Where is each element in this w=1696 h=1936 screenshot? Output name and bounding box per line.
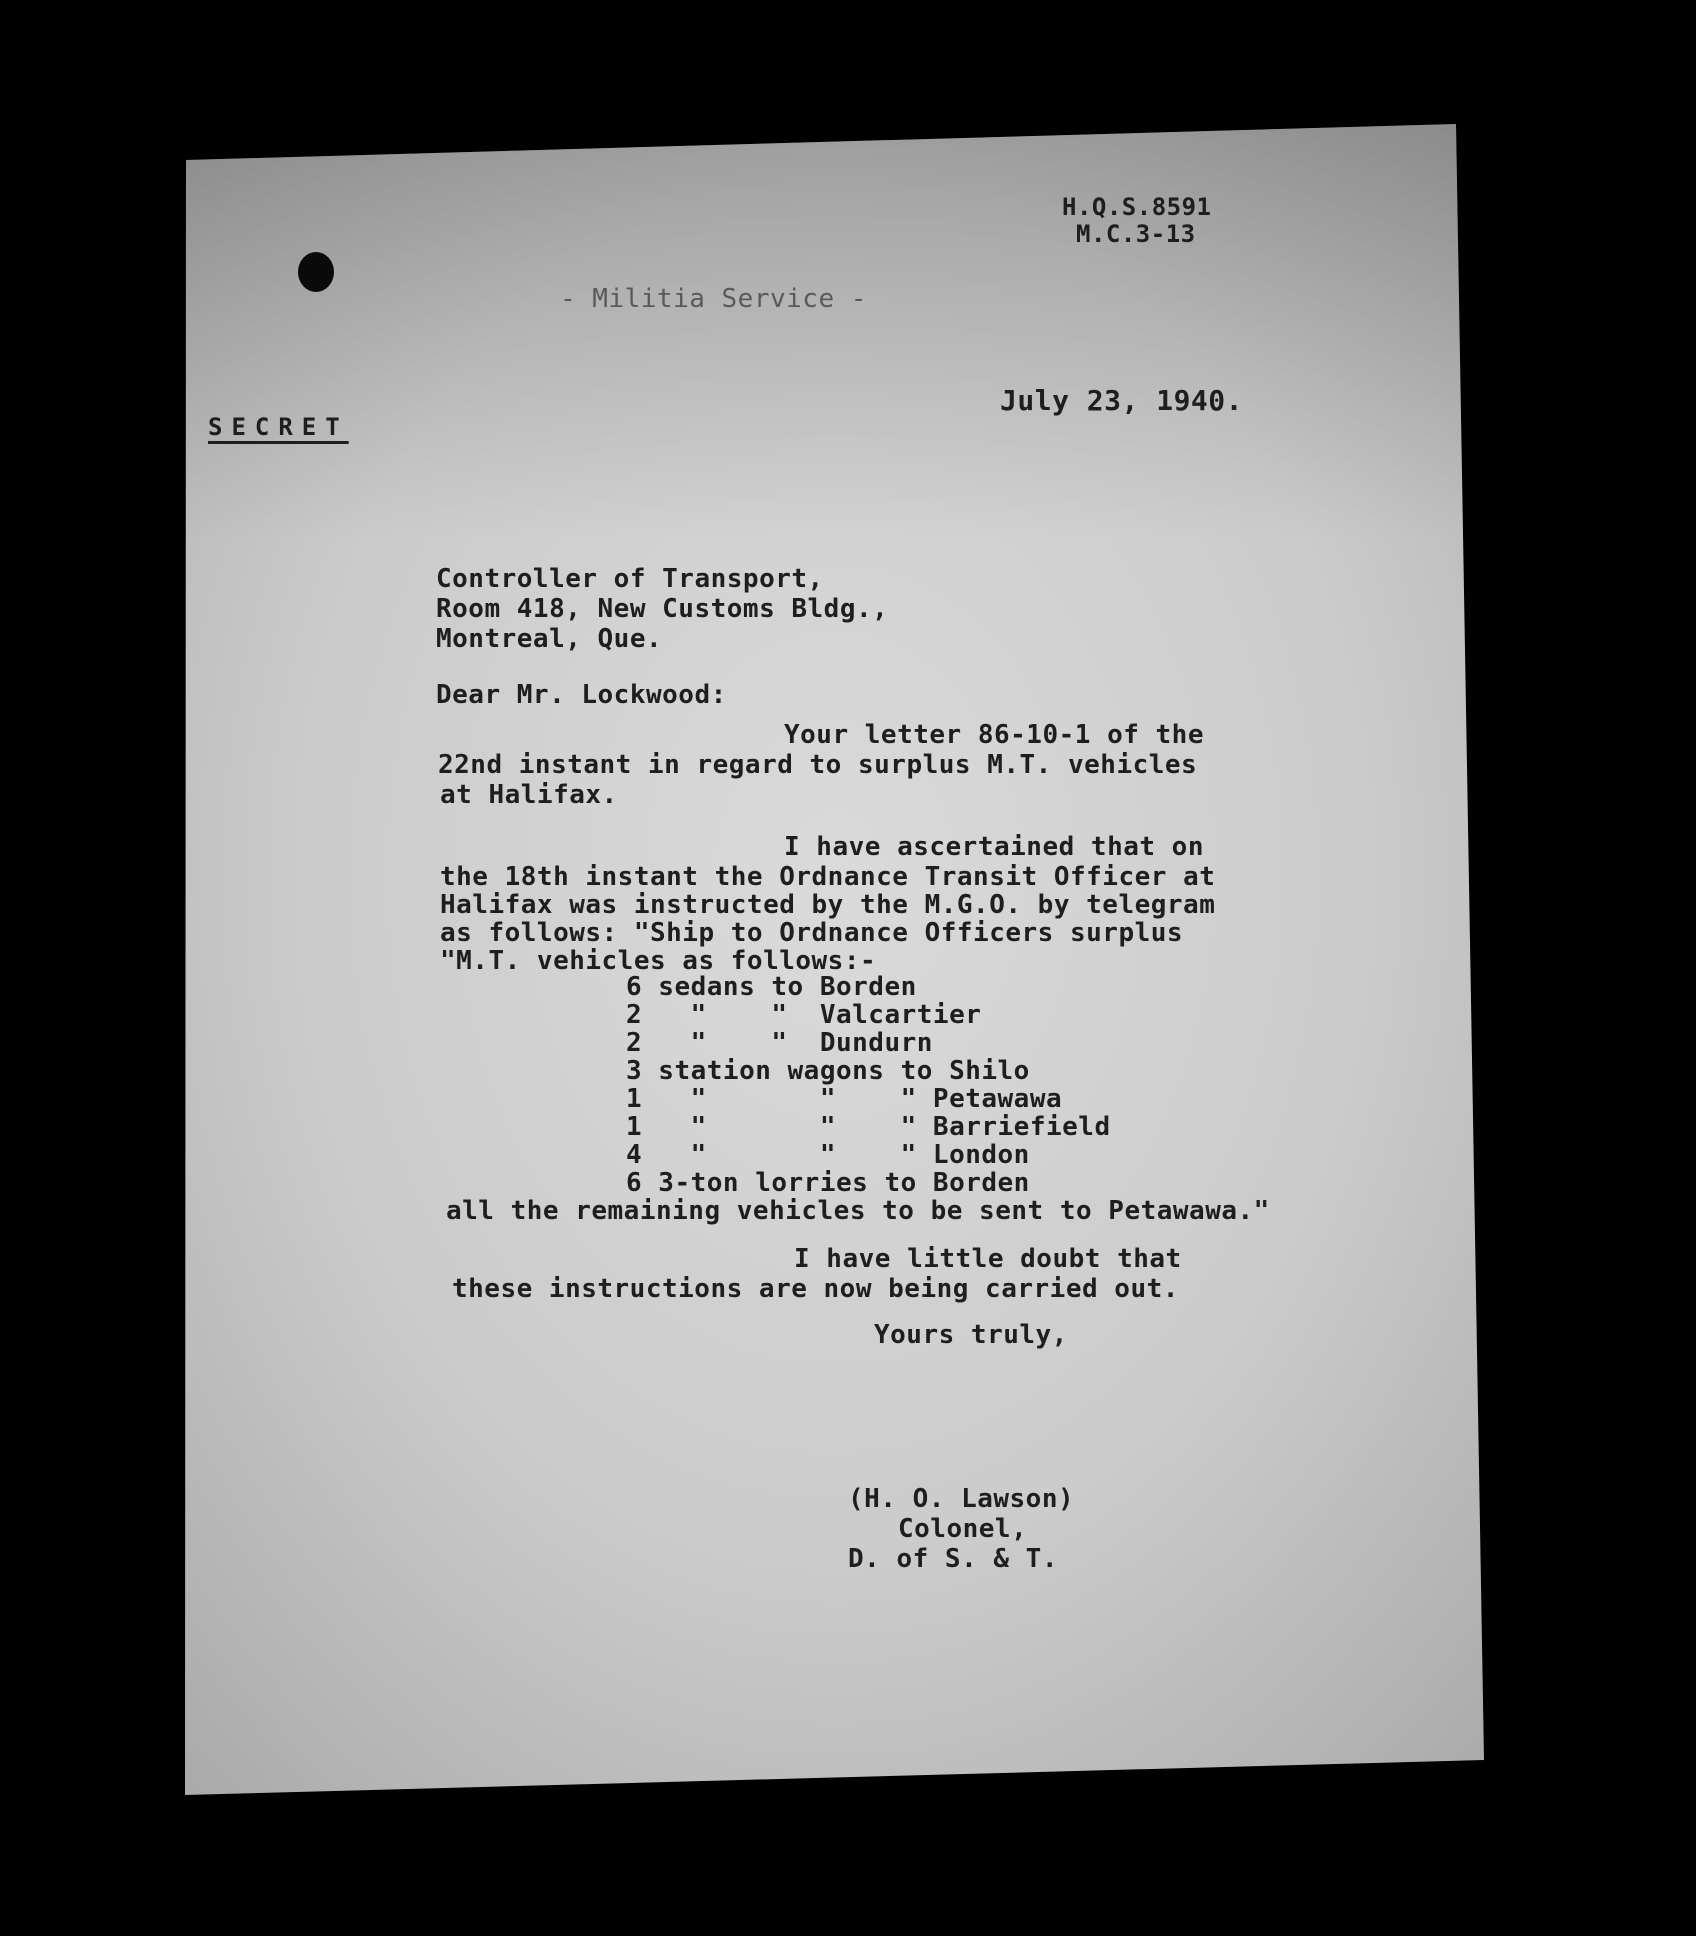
paragraph-2-line-4: as follows: "Ship to Ordnance Officers surplus <box>440 918 1184 948</box>
addressee-line-3: Montreal, Que. <box>436 624 663 654</box>
paragraph-2-line-1: I have ascertained that on <box>784 832 1204 862</box>
shipment-item-2: 2 " " Valcartier <box>626 1000 982 1030</box>
paragraph-1-line-3: at Halifax. <box>440 780 618 810</box>
signature-rank: Colonel, <box>898 1514 1028 1544</box>
service-header: - Militia Service - <box>560 284 867 314</box>
remaining-vehicles-line: all the remaining vehicles to be sent to Petawawa." <box>446 1196 1270 1226</box>
shipment-item-1: 6 sedans to Borden <box>626 972 917 1002</box>
shipment-item-8: 6 3-ton lorries to Borden <box>626 1168 1030 1198</box>
paragraph-3-line-2: these instructions are now being carried out. <box>452 1274 1179 1304</box>
closing: Yours truly, <box>874 1320 1068 1350</box>
salutation: Dear Mr. Lockwood: <box>436 680 727 710</box>
shipment-item-6: 1 " " " Barriefield <box>626 1112 1111 1142</box>
addressee-line-2: Room 418, New Customs Bldg., <box>436 594 889 624</box>
punch-hole <box>298 252 334 292</box>
signature-name: (H. O. Lawson) <box>848 1484 1075 1514</box>
signature-title: D. of S. & T. <box>848 1544 1058 1574</box>
file-reference-1: H.Q.S.8591 <box>1062 193 1212 221</box>
paragraph-2-line-2: the 18th instant the Ordnance Transit Officer at <box>440 862 1216 892</box>
classification-mark: SECRET <box>208 413 349 441</box>
file-reference-2: M.C.3-13 <box>1076 220 1196 248</box>
addressee-line-1: Controller of Transport, <box>436 564 824 594</box>
shipment-item-3: 2 " " Dundurn <box>626 1028 933 1058</box>
shipment-item-5: 1 " " " Petawawa <box>626 1084 1063 1114</box>
letter-date: July 23, 1940. <box>1000 384 1244 417</box>
paragraph-2-line-3: Halifax was instructed by the M.G.O. by telegram <box>440 890 1216 920</box>
shipment-item-4: 3 station wagons to Shilo <box>626 1056 1030 1086</box>
paragraph-1-line-1: Your letter 86-10-1 of the <box>784 720 1204 750</box>
paragraph-1-line-2: 22nd instant in regard to surplus M.T. vehicles <box>438 750 1198 780</box>
paragraph-3-line-1: I have little doubt that <box>794 1244 1182 1274</box>
paragraph-2-line-5: "M.T. vehicles as follows:- <box>440 946 877 976</box>
shipment-item-7: 4 " " " London <box>626 1140 1030 1170</box>
